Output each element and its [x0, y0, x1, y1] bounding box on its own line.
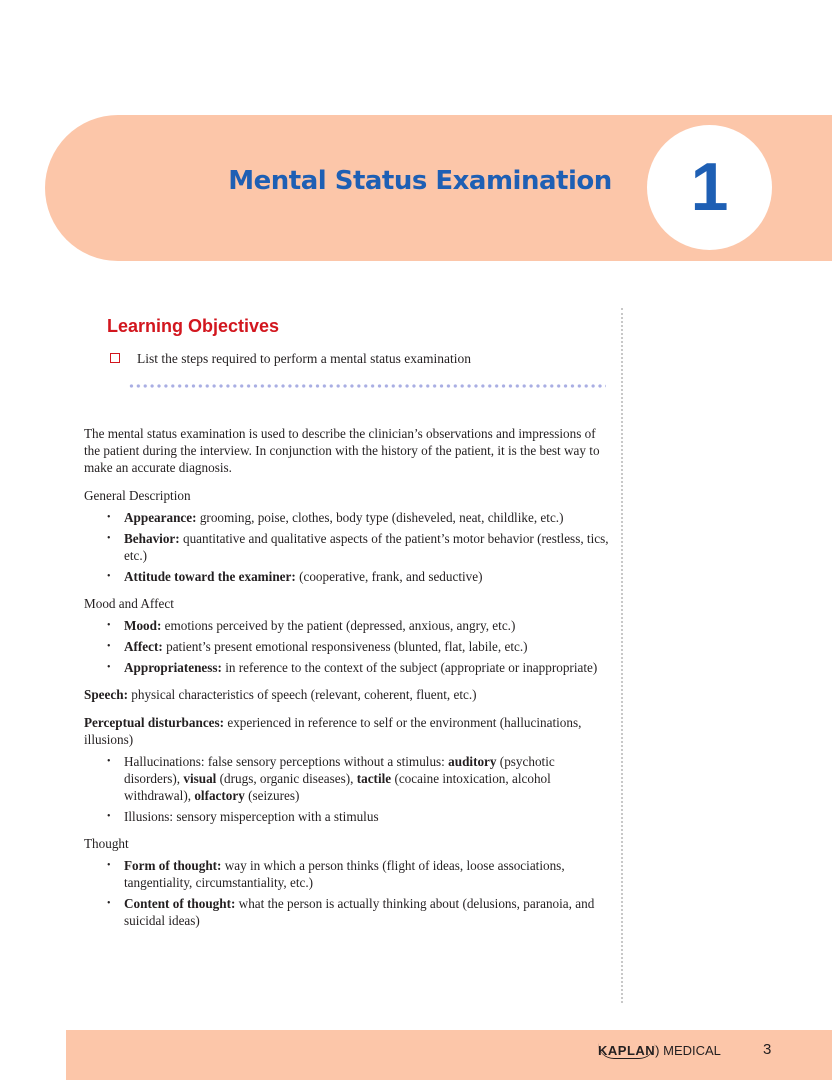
chapter-title: Mental Status Examination	[228, 166, 612, 196]
definition: experienced in reference to self or the environment (hallucinations, illusions)	[84, 715, 582, 747]
definition: (cooperative, frank, and seductive)	[295, 569, 483, 584]
learning-objectives-heading: Learning Objectives	[107, 316, 280, 336]
term: visual	[183, 771, 217, 786]
definition: what the person is actually thinking about (delusions, paranoia, and suicidal ideas)	[124, 896, 595, 928]
definition: way in which a person thinks (flight of ideas, loose associations, tangentiality, circumstantiality, etc.)	[124, 858, 565, 890]
logo-suffix: MEDICAL	[663, 1043, 721, 1058]
section-heading: Thought	[84, 836, 129, 851]
checkbox-bullet-icon	[110, 353, 120, 363]
term: Affect:	[124, 639, 163, 654]
definition: physical characteristics of speech (relevant, coherent, fluent, etc.)	[127, 687, 477, 702]
term: Appearance:	[124, 510, 197, 525]
intro-paragraph: The mental status examination is used to describe the clinician’s observations and impressions of the patient during the interview. In conjunction with the history of the patient, it is the best way to make an accurate diagnosis.	[84, 426, 600, 475]
definition: emotions perceived by the patient (depressed, anxious, angry, etc.)	[161, 618, 516, 633]
term: Behavior:	[124, 531, 180, 546]
definition: grooming, poise, clothes, body type (disheveled, neat, childlike, etc.)	[196, 510, 564, 525]
list-item	[124, 568, 614, 585]
objective-text: List the steps required to perform a mental status examination	[137, 351, 472, 366]
definition: quantitative and qualitative aspects of the patient’s motor behavior (restless, tics, etc.)	[124, 531, 609, 563]
logo-brand: KAPLAN	[598, 1043, 656, 1058]
text: (cocaine intoxication, alcohol withdrawal),	[124, 771, 551, 803]
term: olfactory	[194, 788, 245, 803]
list-item	[124, 857, 614, 891]
perceptual-list	[84, 753, 614, 825]
term: Appropriateness:	[124, 660, 222, 675]
term: tactile	[356, 771, 392, 786]
list-item	[124, 753, 614, 804]
list-item: • Illusions: sensory misperception with a stimulus	[124, 808, 614, 825]
list-item	[124, 659, 614, 676]
list-item	[124, 895, 614, 929]
chapter-number: 1	[647, 125, 772, 250]
text: (psychotic disorders),	[124, 754, 555, 786]
term: auditory	[448, 754, 497, 769]
term: Mood:	[124, 618, 162, 633]
term: Perceptual disturbances:	[84, 715, 225, 730]
body-content	[84, 425, 614, 939]
term: Speech:	[84, 687, 128, 702]
section-heading: Mood and Affect	[84, 596, 174, 611]
list-item	[124, 638, 614, 655]
list-item	[124, 617, 614, 634]
dotted-divider	[128, 384, 606, 388]
list-item	[124, 530, 614, 564]
page-number: 3	[763, 1041, 772, 1058]
general-list	[84, 509, 614, 585]
thought-list	[84, 857, 614, 929]
mood-list	[84, 617, 614, 676]
perceptual-paragraph	[84, 714, 614, 748]
speech-paragraph	[84, 686, 614, 703]
section-heading: General Description	[84, 488, 191, 503]
definition: in reference to the context of the subject (appropriate or inappropriate)	[221, 660, 598, 675]
text: Hallucinations: false sensory perceptions without a stimulus:	[124, 754, 449, 769]
margin-divider	[621, 308, 623, 1003]
list-item	[124, 509, 614, 526]
kaplan-medical-logo: KAPLAN) MEDICAL	[598, 1043, 721, 1058]
text: (drugs, organic diseases),	[216, 771, 357, 786]
text: (seizures)	[244, 788, 300, 803]
term: Content of thought:	[124, 896, 236, 911]
term: Form of thought:	[124, 858, 222, 873]
definition: patient’s present emotional responsiveness (blunted, flat, labile, etc.)	[162, 639, 528, 654]
term: Attitude toward the examiner:	[124, 569, 296, 584]
objective-item	[110, 351, 471, 367]
